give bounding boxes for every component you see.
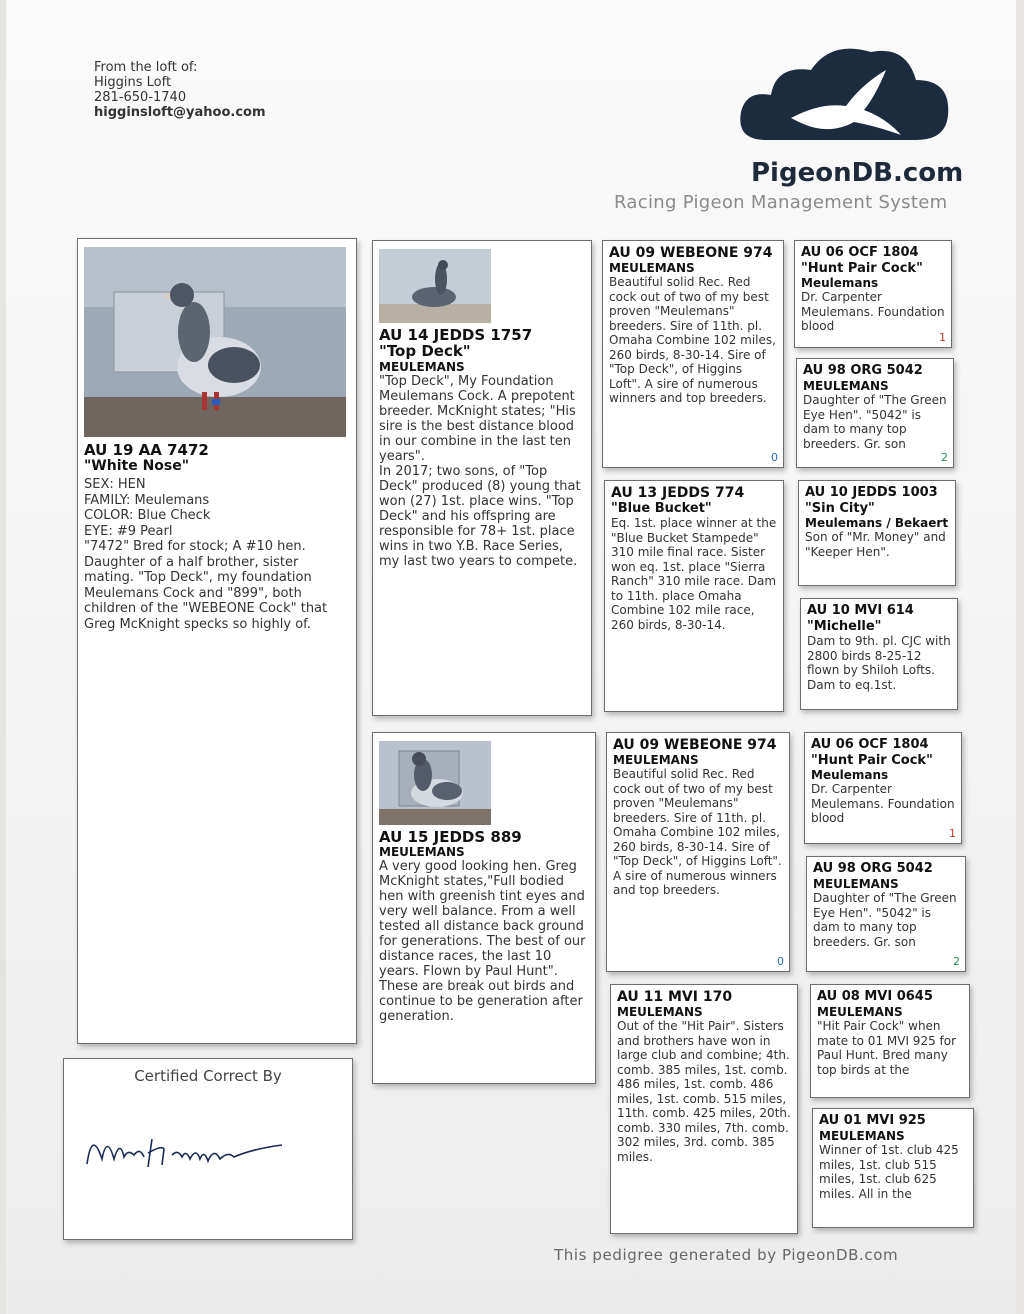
gen4-card — [804, 732, 962, 844]
gen3-notes: Beautiful solid Rec. Red cock out of two of my best proven "Meulemans" breeders. Sire of 11th. pl. Omaha Combine 102 miles, 260 birds, 8-30-14. Sire of "Top Deck", of Higgins Loft". A sire of numerous winners and top breeders. — [613, 767, 782, 897]
loft-info — [94, 60, 266, 120]
gen3-band: AU 11 MVI 170 — [617, 989, 733, 1005]
gen4-card — [798, 480, 956, 586]
gen4-card — [810, 984, 970, 1098]
gen3-strain: MEULEMANS — [609, 261, 695, 275]
pigeondb-logo — [606, 40, 964, 220]
gen3-notes: Eq. 1st. place winner at the "Blue Bucket Stampede" 310 mile final race. Sister won eq. 1st. place "Sierra Ranch" 310 mile race. Dam to 11th. place Omaha Combine 102 mile race, 260 birds, 8-30-14. — [611, 516, 777, 632]
grandsire-maternal-card — [606, 732, 790, 972]
sire-band: AU 14 JEDDS 1757 — [379, 326, 533, 344]
subject-name: "White Nose" — [84, 458, 190, 474]
subject-band: AU 19 AA 7472 — [84, 441, 209, 459]
subject-notes: "7472" Bred for stock; A #10 hen. Daughter of a half brother, sister mating. "Top Deck", my foundation Meulemans Cock and "899", both children of the "WEBEONE Cock" that Greg McKnight specks so highly of. — [84, 539, 328, 632]
gen4-band: AU 98 ORG 5042 — [813, 861, 933, 876]
gen4-strain: MEULEMANS — [803, 379, 889, 393]
loft-email: higginsloft@yahoo.com — [94, 105, 266, 120]
signature-image — [82, 1119, 302, 1179]
gen4-band: AU 98 ORG 5042 — [803, 363, 923, 378]
dam-notes: A very good looking hen. Greg McKnight states,"Full bodied hen with greenish tint eyes and very well balance. From a well tested all distance back ground for generations. The best of our distance races, the last 10 years. Flown by Paul Hunt". These are break out birds and continue to be generation after generation. — [379, 859, 586, 1024]
gen4-strain: Meulemans / Bekaert — [805, 516, 949, 530]
gen3-name: "Blue Bucket" — [611, 501, 712, 516]
gen3-strain: MEULEMANS — [613, 753, 699, 767]
sire-strain: MEULEMANS — [379, 360, 465, 374]
gen4-notes: Dr. Carpenter Meulemans. Foundation blood — [801, 290, 945, 333]
gen3-notes: Out of the "Hit Pair". Sisters and brothers have won in large club and combine; 4th. comb. 385 miles, 1st. comb. 486 miles, 1st. comb. 486 miles, 1st. comb. 515 miles, 11th. comb. 425 miles, 20th. comb. 330 miles, 7th. comb. 302 miles, 3rd. comb. 385 miles. — [617, 1019, 791, 1164]
gen4-notes: "Hit Pair Cock" when mate to 01 MVI 925 for Paul Hunt. Bred many top birds at the — [817, 1019, 957, 1077]
gen4-strain: Meulemans — [801, 276, 879, 290]
certified-title: Certified Correct By — [134, 1067, 282, 1085]
count-badge: 2 — [953, 954, 960, 968]
gen3-band: AU 09 WEBEONE 974 — [609, 245, 773, 261]
gen4-strain: MEULEMANS — [819, 1129, 905, 1143]
loft-name: Higgins Loft — [94, 75, 172, 90]
gen3-band: AU 13 JEDDS 774 — [611, 485, 745, 501]
gen4-name: "Hunt Pair Cock" — [801, 261, 923, 276]
subject-sex: SEX: HEN — [84, 477, 146, 492]
gen3-band: AU 09 WEBEONE 974 — [613, 737, 777, 753]
loft-phone: 281-650-1740 — [94, 90, 187, 105]
logo-tagline: Racing Pigeon Management System — [614, 192, 948, 213]
gen4-notes: Daughter of "The Green Eye Hen". "5042" is dam to many top breeders. Gr. son — [813, 891, 957, 949]
cloud-pigeon-logo-icon — [736, 40, 956, 150]
gen4-notes: Dr. Carpenter Meulemans. Foundation blood — [811, 782, 955, 825]
gen4-notes: Son of "Mr. Money" and "Keeper Hen". — [805, 530, 946, 559]
count-badge: 1 — [949, 826, 956, 840]
logo-site-name: PigeonDB.com — [751, 158, 964, 188]
count-badge: 0 — [777, 954, 784, 968]
gen4-band: AU 10 MVI 614 — [807, 603, 914, 618]
gen4-band: AU 08 MVI 0645 — [817, 989, 933, 1004]
certification-box — [63, 1058, 353, 1240]
gen4-band: AU 06 OCF 1804 — [811, 737, 929, 752]
gen4-card — [806, 856, 966, 972]
from-label: From the loft of: — [94, 60, 198, 75]
dam-band: AU 15 JEDDS 889 — [379, 828, 522, 846]
gen4-strain: MEULEMANS — [813, 877, 899, 891]
gen4-card — [812, 1108, 974, 1228]
sire-notes: "Top Deck", My Foundation Meulemans Cock. A prepotent breeder. McKnight states; "His sire is the best distance blood in our combine in the last ten years". In 2017; two sons, of "Top Deck" produced (8) young that won (27) 1st. place wins. "Top Deck" and his offspring are responsible for 78+ 1st. place wins in two Y.B. Race Series, my last two years to compete. — [379, 374, 581, 569]
subject-eye: EYE: #9 Pearl — [84, 523, 173, 539]
subject-photo — [84, 247, 346, 437]
gen4-card — [794, 240, 952, 348]
gen4-strain: Meulemans — [811, 768, 889, 782]
dam-strain: MEULEMANS — [379, 845, 465, 859]
subject-card — [77, 238, 357, 1044]
subject-family: FAMILY: Meulemans — [84, 492, 210, 508]
count-badge: 2 — [941, 450, 948, 464]
sire-photo — [379, 249, 491, 323]
gen4-band: AU 06 OCF 1804 — [801, 245, 919, 260]
dam-photo — [379, 741, 491, 825]
sire-card — [372, 240, 592, 716]
dam-card — [372, 732, 596, 1084]
gen4-card — [800, 598, 958, 710]
granddam-maternal-card — [610, 984, 798, 1234]
gen4-notes: Dam to 9th. pl. CJC with 2800 birds 8-25-12 flown by Shiloh Lofts. Dam to eq.1st. — [807, 634, 951, 692]
gen4-card — [796, 358, 954, 468]
gen3-strain: MEULEMANS — [617, 1005, 703, 1019]
count-badge: 1 — [939, 330, 946, 344]
gen4-name: "Sin City" — [805, 501, 875, 516]
granddam-paternal-card — [604, 480, 784, 712]
count-badge: 0 — [771, 450, 778, 464]
gen4-band: AU 10 JEDDS 1003 — [805, 485, 938, 500]
gen4-strain: MEULEMANS — [817, 1005, 903, 1019]
sire-name: "Top Deck" — [379, 342, 471, 360]
subject-color: COLOR: Blue Check — [84, 508, 211, 523]
footer-text: This pedigree generated by PigeonDB.com — [554, 1246, 899, 1264]
gen4-notes: Winner of 1st. club 425 miles, 1st. club 515 miles, 1st. club 625 miles. All in the — [819, 1143, 959, 1201]
grandsire-paternal-card — [602, 240, 784, 468]
gen4-name: "Michelle" — [807, 619, 882, 634]
gen4-band: AU 01 MVI 925 — [819, 1113, 926, 1128]
gen4-notes: Daughter of "The Green Eye Hen". "5042" is dam to many top breeders. Gr. son — [803, 393, 947, 451]
pedigree-sheet — [6, 0, 1016, 1314]
gen3-notes: Beautiful solid Rec. Red cock out of two of my best proven "Meulemans" breeders. Sire of 11th. pl. Omaha Combine 102 miles, 260 birds, 8-30-14. Sire of "Top Deck", of Higgins Loft". A sire of numerous winners and top breeders. — [609, 275, 776, 405]
gen4-name: "Hunt Pair Cock" — [811, 753, 933, 768]
